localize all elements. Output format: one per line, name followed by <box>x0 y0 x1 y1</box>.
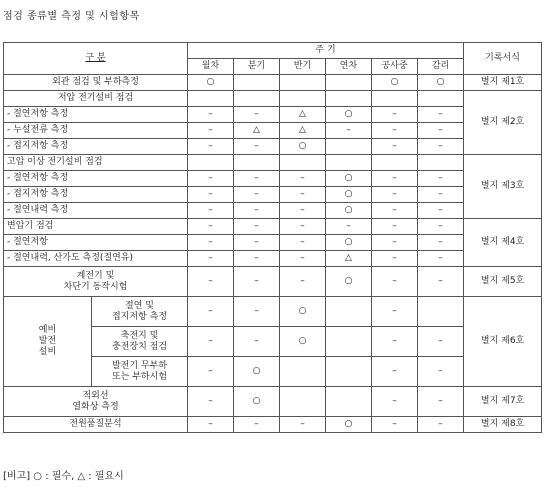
cell: ○ <box>326 107 372 123</box>
row-label: - 절연내력, 산가도 측정(절연유) <box>4 251 188 267</box>
cell <box>326 75 372 91</box>
row-label: 계전기 및 차단기 동작시험 <box>4 267 188 297</box>
cell: – <box>418 357 464 387</box>
row-label: - 절연저항 <box>4 235 188 251</box>
cell: – <box>418 387 464 417</box>
cell: ○ <box>372 75 418 91</box>
cell: ○ <box>234 387 280 417</box>
cell: – <box>372 107 418 123</box>
cell: △ <box>280 107 326 123</box>
cell: – <box>418 203 464 219</box>
cell: ○ <box>234 357 280 387</box>
cell: – <box>372 203 418 219</box>
cell: ○ <box>326 235 372 251</box>
col-header: 감리 <box>418 59 464 75</box>
cell: – <box>418 123 464 139</box>
cell: – <box>188 267 234 297</box>
cell: – <box>280 219 326 235</box>
cell: – <box>418 327 464 357</box>
cell: – <box>372 297 418 327</box>
cell: – <box>234 139 280 155</box>
cell: – <box>188 297 234 327</box>
cell: – <box>234 297 280 327</box>
form-cell: 별지 제1호 <box>464 75 542 91</box>
cell: – <box>188 187 234 203</box>
record-header: 기록서식 <box>464 43 542 75</box>
cell: – <box>234 251 280 267</box>
cell: – <box>372 219 418 235</box>
cell: – <box>234 417 280 433</box>
cell: – <box>326 219 372 235</box>
row-label: 저압 전기설비 점검 <box>4 91 188 107</box>
inspection-table <box>3 42 542 433</box>
cell: – <box>188 251 234 267</box>
col-header: 공사중 <box>372 59 418 75</box>
cell: ○ <box>418 75 464 91</box>
cell: – <box>418 251 464 267</box>
cell <box>326 387 372 417</box>
form-cell: 별지 제5호 <box>464 267 542 297</box>
row-label: 적외선 열화상 측정 <box>4 387 188 417</box>
cell: – <box>372 123 418 139</box>
cell: – <box>418 139 464 155</box>
cell: – <box>188 235 234 251</box>
gubun-header: 구 분 <box>4 43 188 75</box>
cycle-header: 주 기 <box>188 43 464 59</box>
cell: – <box>372 139 418 155</box>
cell: – <box>280 187 326 203</box>
cell: – <box>418 107 464 123</box>
cell <box>326 139 372 155</box>
cell: – <box>234 235 280 251</box>
cell: – <box>418 219 464 235</box>
cell: △ <box>280 123 326 139</box>
cell <box>280 357 326 387</box>
cell: – <box>372 187 418 203</box>
cell <box>326 357 372 387</box>
cell: – <box>372 267 418 297</box>
cell: – <box>418 417 464 433</box>
legend-note: [비고] ○ : 필수, △ : 필요시 <box>3 471 124 482</box>
cell: – <box>372 171 418 187</box>
form-cell: 별지 제2호 <box>464 91 542 155</box>
row-label: 외관 점검 및 부하측정 <box>4 75 188 91</box>
cell: – <box>188 139 234 155</box>
cell: ○ <box>326 417 372 433</box>
cell: – <box>372 235 418 251</box>
row-label: 변압기 점검 <box>4 219 188 235</box>
cell: – <box>234 327 280 357</box>
cell: – <box>280 251 326 267</box>
cell: – <box>234 107 280 123</box>
cell: – <box>234 219 280 235</box>
page-title: 점검 종류별 측정 및 시험항목 <box>3 11 140 22</box>
col-header: 분기 <box>234 59 280 75</box>
cell: – <box>188 203 234 219</box>
cell: – <box>280 235 326 251</box>
row-label: - 절연저항 측정 <box>4 171 188 187</box>
cell: – <box>418 235 464 251</box>
cell: – <box>326 123 372 139</box>
cell: – <box>280 267 326 297</box>
cell: ○ <box>280 327 326 357</box>
cell <box>280 75 326 91</box>
cell: ○ <box>280 297 326 327</box>
cell: – <box>188 357 234 387</box>
cell: – <box>188 327 234 357</box>
row-label: - 접지저항 측정 <box>4 187 188 203</box>
row-label: 축전지 및 충전장치 점검 <box>92 327 188 357</box>
cell: – <box>372 327 418 357</box>
spare-label: 예비 발전 설비 <box>4 297 92 387</box>
cell: – <box>280 417 326 433</box>
row-label: 발전기 무부하 또는 부하시험 <box>92 357 188 387</box>
cell: △ <box>326 251 372 267</box>
cell <box>326 327 372 357</box>
col-header: 반기 <box>280 59 326 75</box>
cell: ○ <box>326 171 372 187</box>
cell: – <box>280 203 326 219</box>
row-label: - 절연저항 측정 <box>4 107 188 123</box>
form-cell: 별지 제4호 <box>464 219 542 267</box>
cell: ○ <box>188 75 234 91</box>
cell: ○ <box>326 187 372 203</box>
cell <box>280 387 326 417</box>
form-cell: 별지 제7호 <box>464 387 542 417</box>
cell <box>418 297 464 327</box>
row-label: - 접지저항 측정 <box>4 139 188 155</box>
cell: – <box>418 267 464 297</box>
cell: – <box>372 387 418 417</box>
cell: – <box>372 357 418 387</box>
cell: ○ <box>326 267 372 297</box>
form-cell: 별지 제8호 <box>464 417 542 433</box>
cell: – <box>234 187 280 203</box>
cell: △ <box>234 123 280 139</box>
cell: – <box>418 187 464 203</box>
form-cell: 별지 제6호 <box>464 297 542 387</box>
cell: – <box>418 171 464 187</box>
cell <box>326 297 372 327</box>
row-label: 전원품질분석 <box>4 417 188 433</box>
row-label: 고압 이상 전기설비 점검 <box>4 155 188 171</box>
cell: ○ <box>326 203 372 219</box>
col-header: 월차 <box>188 59 234 75</box>
cell: – <box>188 123 234 139</box>
col-header: 연차 <box>326 59 372 75</box>
cell: – <box>372 251 418 267</box>
form-cell: 별지 제3호 <box>464 155 542 219</box>
cell: – <box>188 387 234 417</box>
cell: – <box>234 267 280 297</box>
cell: – <box>280 171 326 187</box>
cell <box>234 75 280 91</box>
cell: – <box>188 219 234 235</box>
cell: – <box>188 107 234 123</box>
cell: – <box>188 171 234 187</box>
cell: – <box>234 171 280 187</box>
cell: – <box>188 417 234 433</box>
cell: ○ <box>280 139 326 155</box>
row-label: 절연 및 접지저항 측정 <box>92 297 188 327</box>
cell: – <box>372 417 418 433</box>
row-label: - 절연내력 측정 <box>4 203 188 219</box>
cell: – <box>234 203 280 219</box>
row-label: - 누설전류 측정 <box>4 123 188 139</box>
